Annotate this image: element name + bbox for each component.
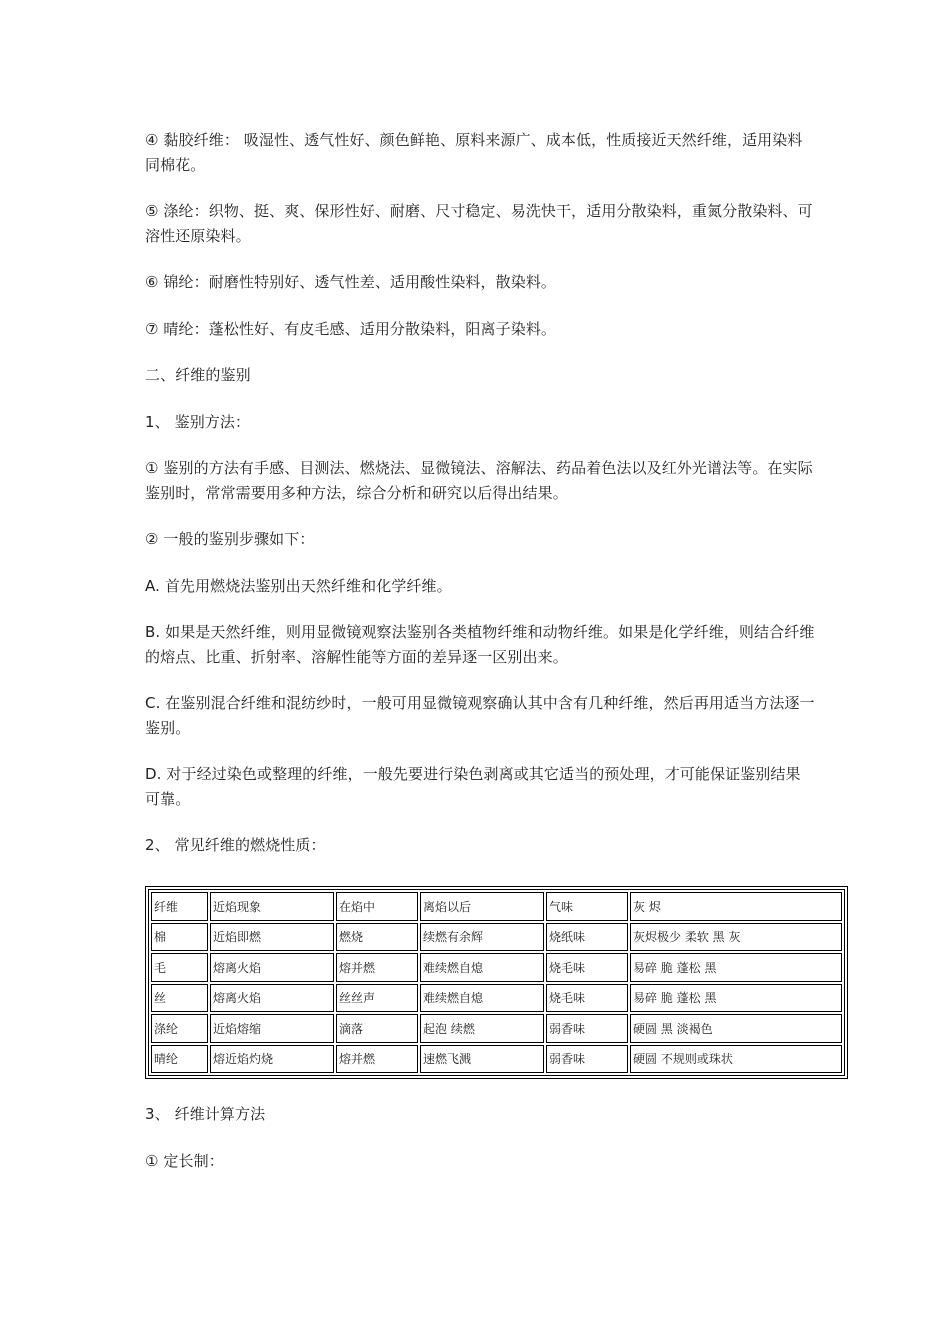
table-cell: 燃烧 <box>336 923 418 952</box>
body-text-top <box>145 128 815 880</box>
subheading-fiber-calculation: 3、 纤维计算方法 <box>145 1105 266 1123</box>
table-cell: 晴纶 <box>151 1045 208 1074</box>
paragraph-polyester: ⑤ 涤纶：织物、挺、爽、保形性好、耐磨、尺寸稳定、易洗快干，适用分散染料，重氮分散染料、可溶性还原染料。 <box>145 202 813 245</box>
table-header-cell: 纤维 <box>151 892 208 921</box>
table-cell: 熔近焰灼烧 <box>210 1045 334 1074</box>
paragraph-step-b: B. 如果是天然纤维，则用显微镜观察法鉴别各类植物纤维和动物纤维。如果是化学纤维，则结合纤维的熔点、比重、折射率、溶解性能等方面的差异逐一区别出来。 <box>145 623 815 666</box>
table-cell: 近焰即燃 <box>210 923 334 952</box>
paragraph-acrylic: ⑦ 晴纶：蓬松性好、有皮毛感、适用分散染料，阳离子染料。 <box>145 319 557 338</box>
table-cell: 烧纸味 <box>546 923 628 952</box>
table-cell: 烧毛味 <box>546 984 628 1013</box>
paragraph-viscose: ④ 黏胶纤维： 吸湿性、透气性好、颜色鲜艳、原料来源广、成本低，性质接近天然纤维，适用染料同棉花。 <box>145 131 803 174</box>
paragraph-nylon: ⑥ 锦纶：耐磨性特别好、透气性差、适用酸性染料，散染料。 <box>145 273 557 291</box>
table-header-cell: 在焰中 <box>336 892 418 921</box>
paragraph-step-a: A. 首先用燃烧法鉴别出天然纤维和化学纤维。 <box>145 576 452 595</box>
paragraph-step-d: D. 对于经过染色或整理的纤维，一般先要进行染色剥离或其它适当的预处理，才可能保证鉴别结果可靠。 <box>145 765 801 808</box>
table-header-cell: 灰 烬 <box>630 892 842 921</box>
table-row <box>151 984 842 1013</box>
body-text-bottom <box>145 1102 815 1195</box>
table-cell: 弱香味 <box>546 1014 628 1043</box>
table-row <box>151 923 842 952</box>
table-header-row <box>151 892 842 921</box>
table-cell: 难续燃自熄 <box>420 984 544 1013</box>
paragraph-steps-intro: ② 一般的鉴别步骤如下： <box>145 530 315 548</box>
table-cell: 滴落 <box>336 1014 418 1043</box>
table-cell: 棉 <box>151 923 208 952</box>
table-header-cell: 离焰以后 <box>420 892 544 921</box>
table-cell: 弱香味 <box>546 1045 628 1074</box>
paragraph-fixed-length-system: ① 定长制： <box>145 1151 224 1170</box>
table-header-cell: 近焰现象 <box>210 892 334 921</box>
table-row <box>151 953 842 982</box>
table-row <box>151 1014 842 1043</box>
burning-properties-table <box>148 889 845 1076</box>
table-cell: 熔并燃 <box>336 1045 418 1074</box>
burning-properties-table-frame <box>145 886 848 1079</box>
section-heading-fiber-identification: 二、纤维的鉴别 <box>145 366 251 384</box>
table-cell: 速燃飞溅 <box>420 1045 544 1074</box>
table-cell: 丝 <box>151 984 208 1013</box>
table-cell: 易碎 脆 蓬松 黑 <box>630 953 842 982</box>
subheading-identification-methods: 1、 鉴别方法： <box>145 412 251 431</box>
table-cell: 灰烬极少 柔软 黑 灰 <box>630 923 842 952</box>
table-cell: 烧毛味 <box>546 953 628 982</box>
table-cell: 硬圆 不规则或珠状 <box>630 1045 842 1074</box>
paragraph-methods-overview: ① 鉴别的方法有手感、目测法、燃烧法、显微镜法、溶解法、药品着色法以及红外光谱法等。在实际鉴别时，常常需要用多种方法，综合分析和研究以后得出结果。 <box>145 459 813 502</box>
table-cell: 熔并燃 <box>336 953 418 982</box>
table-cell: 硬圆 黑 淡褐色 <box>630 1014 842 1043</box>
table-cell: 熔离火焰 <box>210 984 334 1013</box>
table-cell: 丝丝声 <box>336 984 418 1013</box>
table-cell: 涤纶 <box>151 1014 208 1043</box>
table-cell: 易碎 脆 蓬松 黑 <box>630 984 842 1013</box>
table-header-cell: 气味 <box>546 892 628 921</box>
paragraph-step-c: C. 在鉴别混合纤维和混纺纱时，一般可用显微镜观察确认其中含有几种纤维，然后再用适当方法逐一鉴别。 <box>145 694 815 737</box>
table-cell: 难续燃自熄 <box>420 953 544 982</box>
table-cell: 近焰熔缩 <box>210 1014 334 1043</box>
table-cell: 续燃有余辉 <box>420 923 544 952</box>
table-cell: 毛 <box>151 953 208 982</box>
subheading-burning-properties: 2、 常见纤维的燃烧性质： <box>145 836 326 854</box>
table-row <box>151 1045 842 1074</box>
table-cell: 起泡 续燃 <box>420 1014 544 1043</box>
table-cell: 熔离火焰 <box>210 953 334 982</box>
